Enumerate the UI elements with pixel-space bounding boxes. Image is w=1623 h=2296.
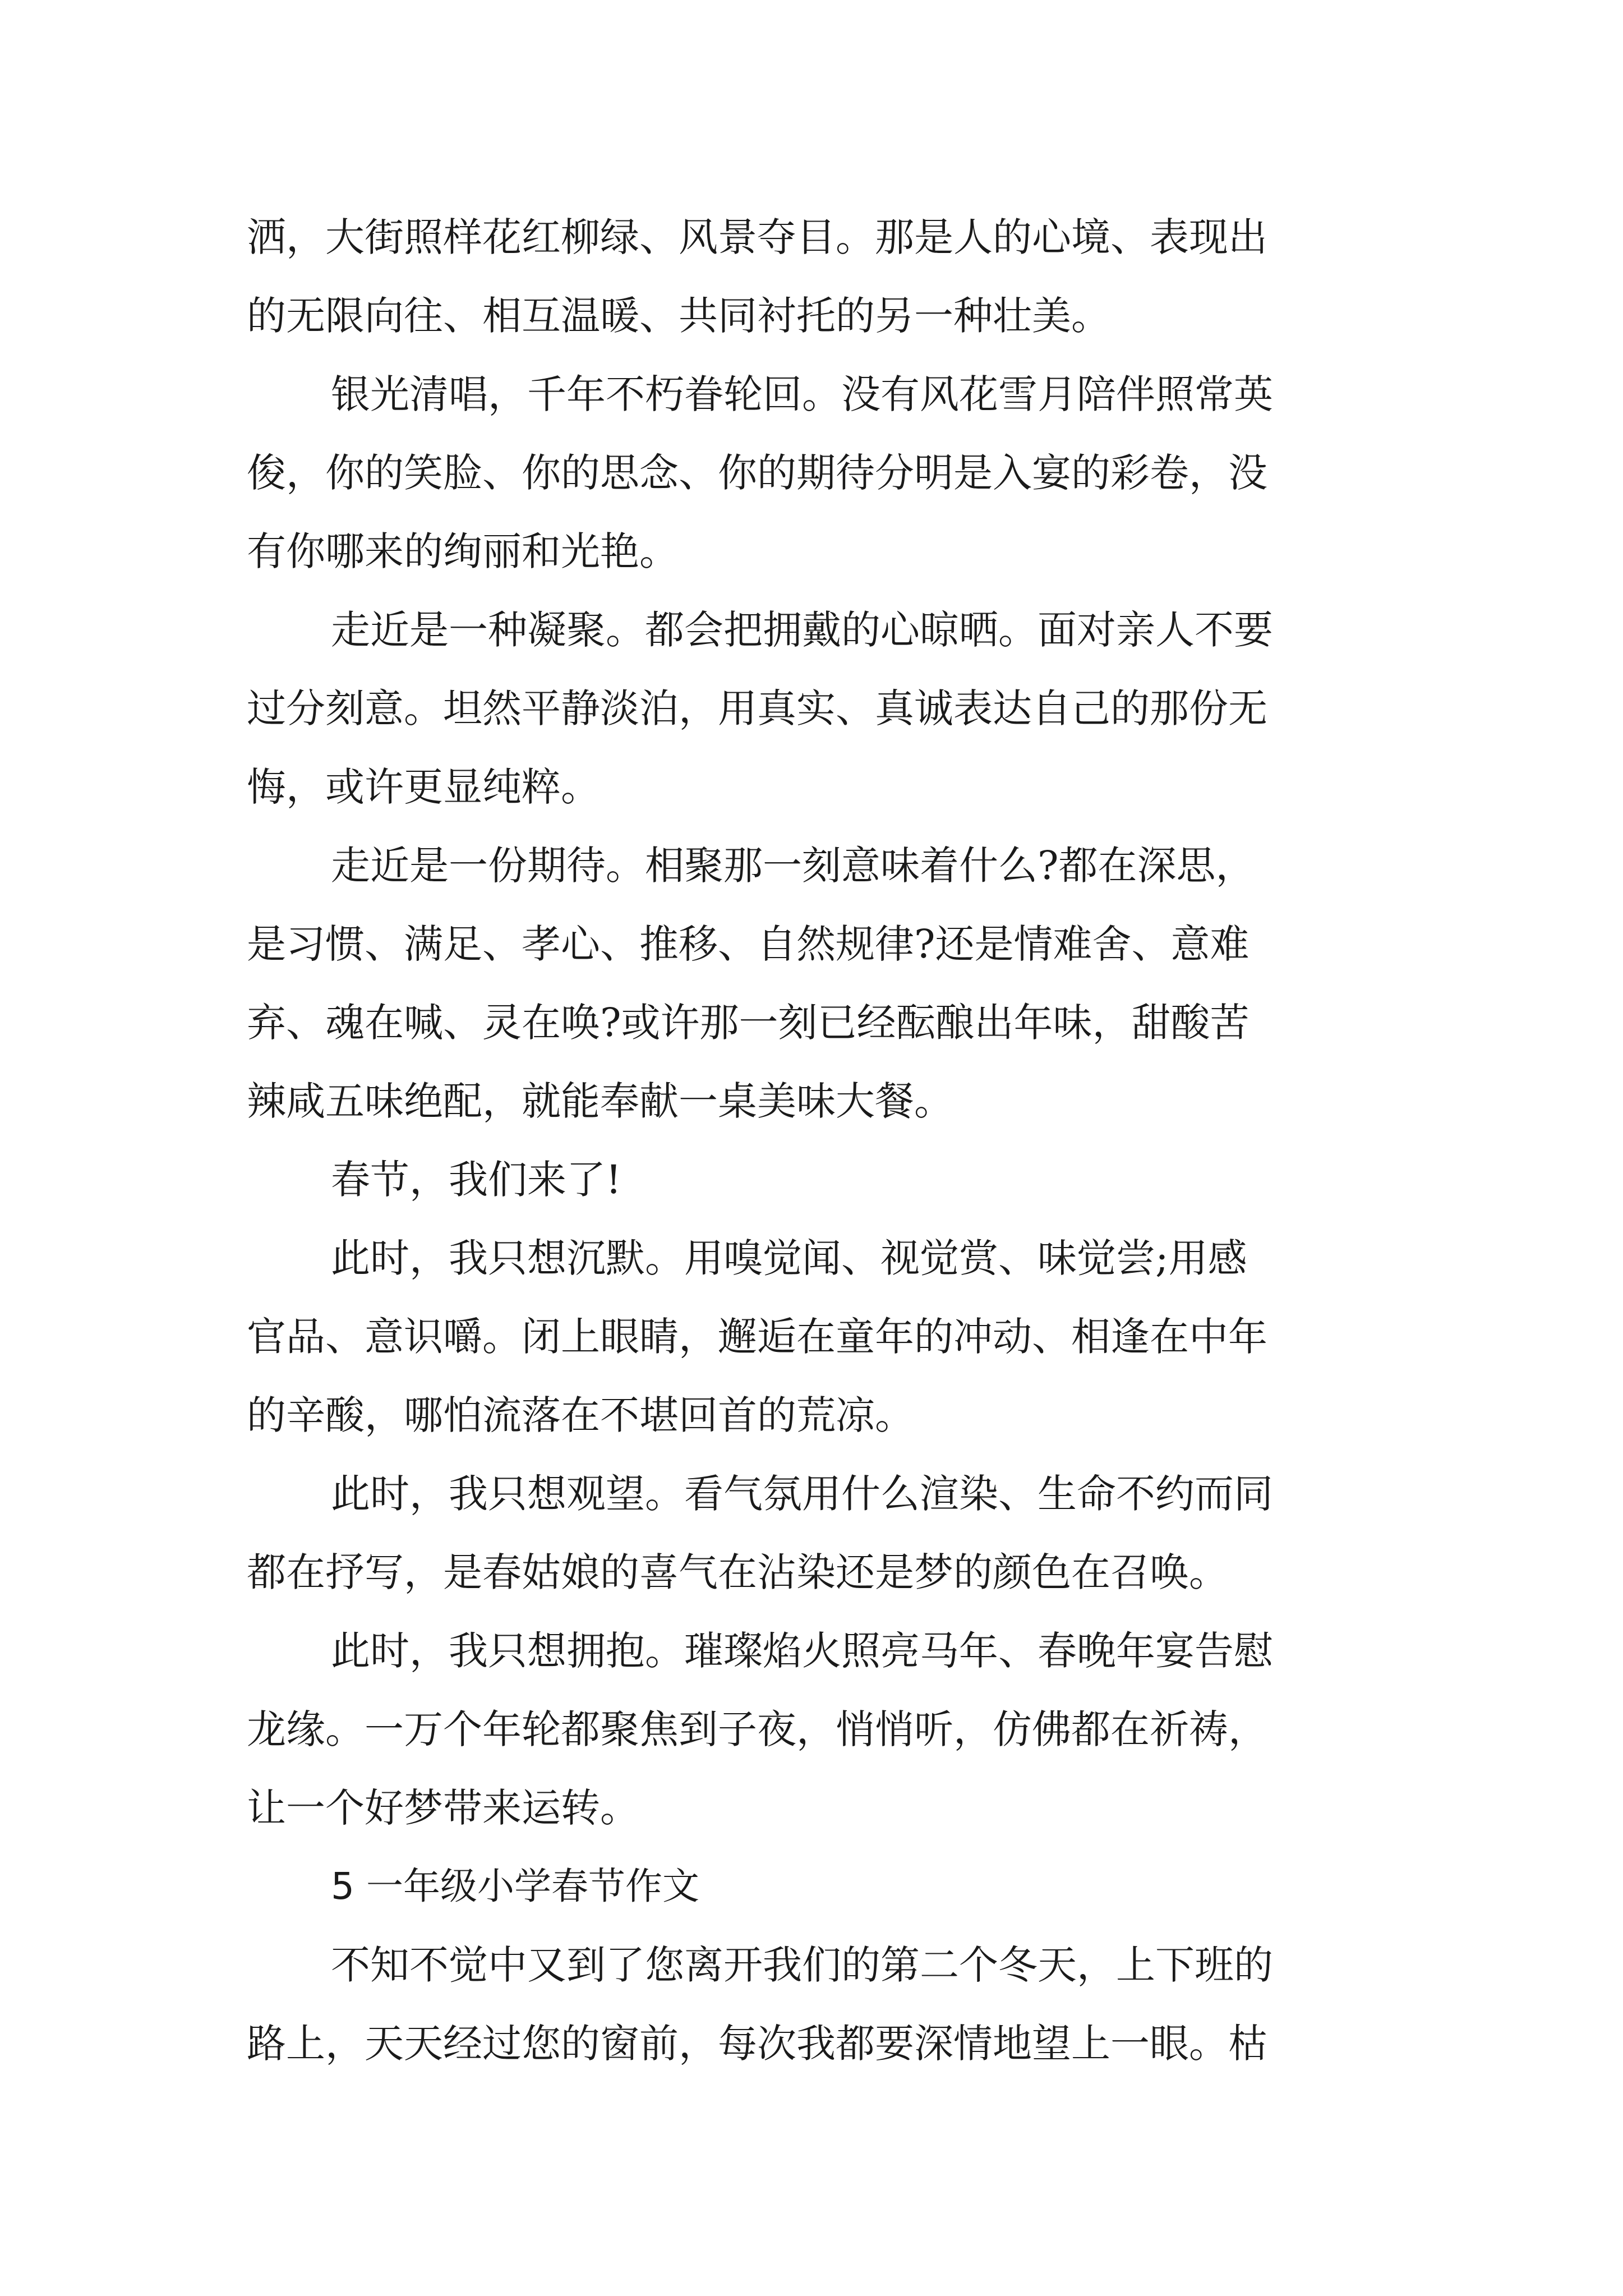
paragraph-first-line: 走近是一种凝聚。都会把拥戴的心晾晒。面对亲人不要 bbox=[331, 607, 1273, 653]
text-line: 都在抒写，是春姑娘的喜气在沾染还是梦的颜色在召唤。 bbox=[247, 1549, 1228, 1595]
paragraph-first-line: 银光清唱，千年不朽眷轮回。没有风花雪月陪伴照常英 bbox=[331, 371, 1273, 417]
text-line: 悔，或许更显纯粹。 bbox=[247, 764, 600, 810]
paragraph-first-line: 春节，我们来了! bbox=[331, 1157, 622, 1203]
text-line: 是习惯、满足、孝心、推移、自然规律?还是情难舍、意难 bbox=[247, 921, 1249, 967]
paragraph-first-line: 此时，我只想沉默。用嗅觉闻、视觉赏、味觉尝;用感 bbox=[331, 1235, 1247, 1281]
text-line: 的无限向往、相互温暖、共同衬托的另一种壮美。 bbox=[247, 293, 1110, 339]
text-line: 官品、意识嚼。闭上眼睛，邂逅在童年的冲动、相逢在中年 bbox=[247, 1314, 1267, 1360]
text-line: 有你哪来的绚丽和光艳。 bbox=[247, 528, 679, 574]
text-line: 的辛酸，哪怕流落在不堪回首的荒凉。 bbox=[247, 1392, 914, 1438]
section-heading: 5 一年级小学春节作文 bbox=[331, 1865, 699, 1908]
text-line: 过分刻意。坦然平静淡泊，用真实、真诚表达自己的那份无 bbox=[247, 685, 1267, 731]
text-line: 路上，天天经过您的窗前，每次我都要深情地望上一眼。枯 bbox=[247, 2021, 1267, 2067]
paragraph-first-line: 此时，我只想观望。看气氛用什么渲染、生命不约而同 bbox=[331, 1471, 1273, 1517]
text-line: 俊，你的笑脸、你的思念、你的期待分明是入宴的彩卷，没 bbox=[247, 450, 1267, 496]
paragraph-first-line: 走近是一份期待。相聚那一刻意味着什么?都在深思， bbox=[331, 843, 1255, 889]
text-line: 洒，大街照样花红柳绿、风景夺目。那是人的心境、表现出 bbox=[247, 214, 1267, 260]
text-line: 辣咸五味绝配，就能奉献一桌美味大餐。 bbox=[247, 1078, 953, 1124]
text-line: 弃、魂在喊、灵在唤?或许那一刻已经酝酿出年味，甜酸苦 bbox=[247, 1000, 1249, 1046]
text-line: 龙缘。一万个年轮都聚焦到子夜，悄悄听，仿佛都在祈祷， bbox=[247, 1706, 1267, 1752]
text-line: 让一个好梦带来运转。 bbox=[247, 1785, 639, 1831]
paragraph-first-line: 此时，我只想拥抱。璀璨焰火照亮马年、春晚年宴告慰 bbox=[331, 1628, 1273, 1674]
paragraph-first-line: 不知不觉中又到了您离开我们的第二个冬天，上下班的 bbox=[331, 1942, 1273, 1988]
